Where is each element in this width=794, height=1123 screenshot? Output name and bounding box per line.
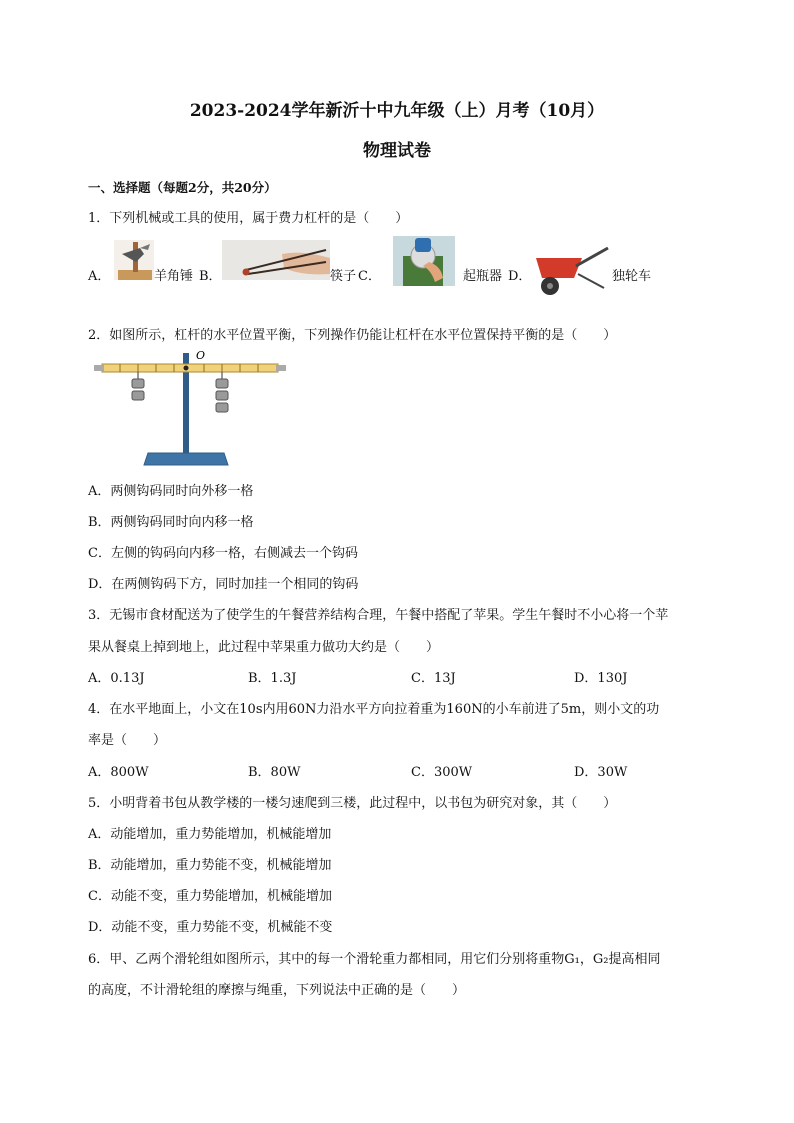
wheelbarrow-photo-icon [532, 244, 610, 298]
q2-option-a: A．两侧钩码同时向外移一格 [88, 484, 254, 499]
hammer-photo-icon [114, 240, 154, 280]
q4-stem-line2: 率是（ ） [88, 733, 167, 748]
q6-stem-line1: 6．甲、乙两个滑轮组如图所示，其中的每一个滑轮重力都相同，用它们分别将重物G₁，G₂提高相同 [88, 952, 661, 967]
q3-option-c: C．13J [411, 671, 456, 686]
right-weight-3 [216, 403, 228, 412]
q3-option-a: A．0.13J [88, 671, 145, 686]
q4-option-d: D．30W [574, 765, 628, 780]
q4-option-c: C．300W [411, 765, 473, 780]
q3-option-d: D．130J [574, 671, 628, 686]
lever-end-left [94, 365, 104, 371]
q3-stem-line1: 3．无锡市食材配送为了使学生的午餐营养结构合理，午餐中搭配了苹果。学生午餐时不小心将一个苹 [88, 608, 669, 623]
bottle-opener-photo-icon [393, 236, 455, 286]
q5-option-a: A．动能增加，重力势能增加，机械能增加 [88, 827, 332, 842]
q4-option-a: A．800W [88, 765, 149, 780]
q5-option-c: C．动能不变，重力势能增加，机械能增加 [88, 889, 332, 904]
q4-stem-line1: 4．在水平地面上，小文在10s内用60N力沿水平方向拉着重为160N的小车前进了5m，则小文的功 [88, 702, 660, 717]
lever-end-right [276, 365, 286, 371]
page-title: 2023-2024学年新沂十中九年级（上）月考（10月） [189, 101, 605, 121]
q1-option-b-letter: B． [199, 269, 222, 284]
q2-option-d: D．在两侧钩码下方，同时加挂一个相同的钩码 [88, 577, 359, 592]
right-weight-2 [216, 391, 228, 400]
page-subtitle: 物理试卷 [363, 141, 431, 161]
q2-stem: 2．如图所示，杠杆的水平位置平衡，下列操作仍能让杠杆在水平位置保持平衡的是（ ） [88, 328, 617, 343]
q1-stem: 1．下列机械或工具的使用，属于费力杠杆的是（ ） [88, 211, 409, 226]
q5-option-d: D．动能不变，重力势能不变，机械能不变 [88, 920, 333, 935]
q5-stem: 5．小明背着书包从教学楼的一楼匀速爬到三楼，此过程中，以书包为研究对象，其（ ） [88, 796, 617, 811]
lever-base [144, 453, 228, 465]
left-weight-2 [132, 391, 144, 400]
q1-option-d-label: 独轮车 [612, 269, 652, 284]
q1-option-c-label: 起瓶器 [463, 269, 503, 284]
q5-option-b: B．动能增加，重力势能不变，机械能增加 [88, 858, 332, 873]
q1-option-d-letter: D． [508, 269, 532, 284]
lever-bar [102, 364, 278, 372]
q3-option-b: B．1.3J [248, 671, 297, 686]
q2-option-b: B．两侧钩码同时向内移一格 [88, 515, 254, 530]
q3-stem-line2: 果从餐桌上掉到地上，此过程中苹果重力做功大约是（ ） [88, 640, 440, 655]
q4-option-b: B．80W [248, 765, 301, 780]
q1-option-c-letter: C． [358, 269, 381, 284]
chopsticks-photo-icon [222, 240, 330, 280]
lever-diagram [88, 345, 293, 469]
section-heading: 一、选择题（每题2分，共20分） [88, 180, 277, 195]
q1-option-b-label: 筷子 [330, 269, 357, 284]
q6-stem-line2: 的高度，不计滑轮组的摩擦与绳重，下列说法中正确的是（ ） [88, 983, 466, 998]
lever-pivot [184, 366, 189, 371]
q1-option-a-letter: A． [88, 269, 111, 284]
left-weight-1 [132, 379, 144, 388]
q2-option-c: C．左侧的钩码向内移一格，右侧减去一个钩码 [88, 546, 358, 561]
right-weight-1 [216, 379, 228, 388]
pivot-label: O [196, 349, 206, 362]
q1-option-a-label: 羊角锤 [154, 269, 194, 284]
